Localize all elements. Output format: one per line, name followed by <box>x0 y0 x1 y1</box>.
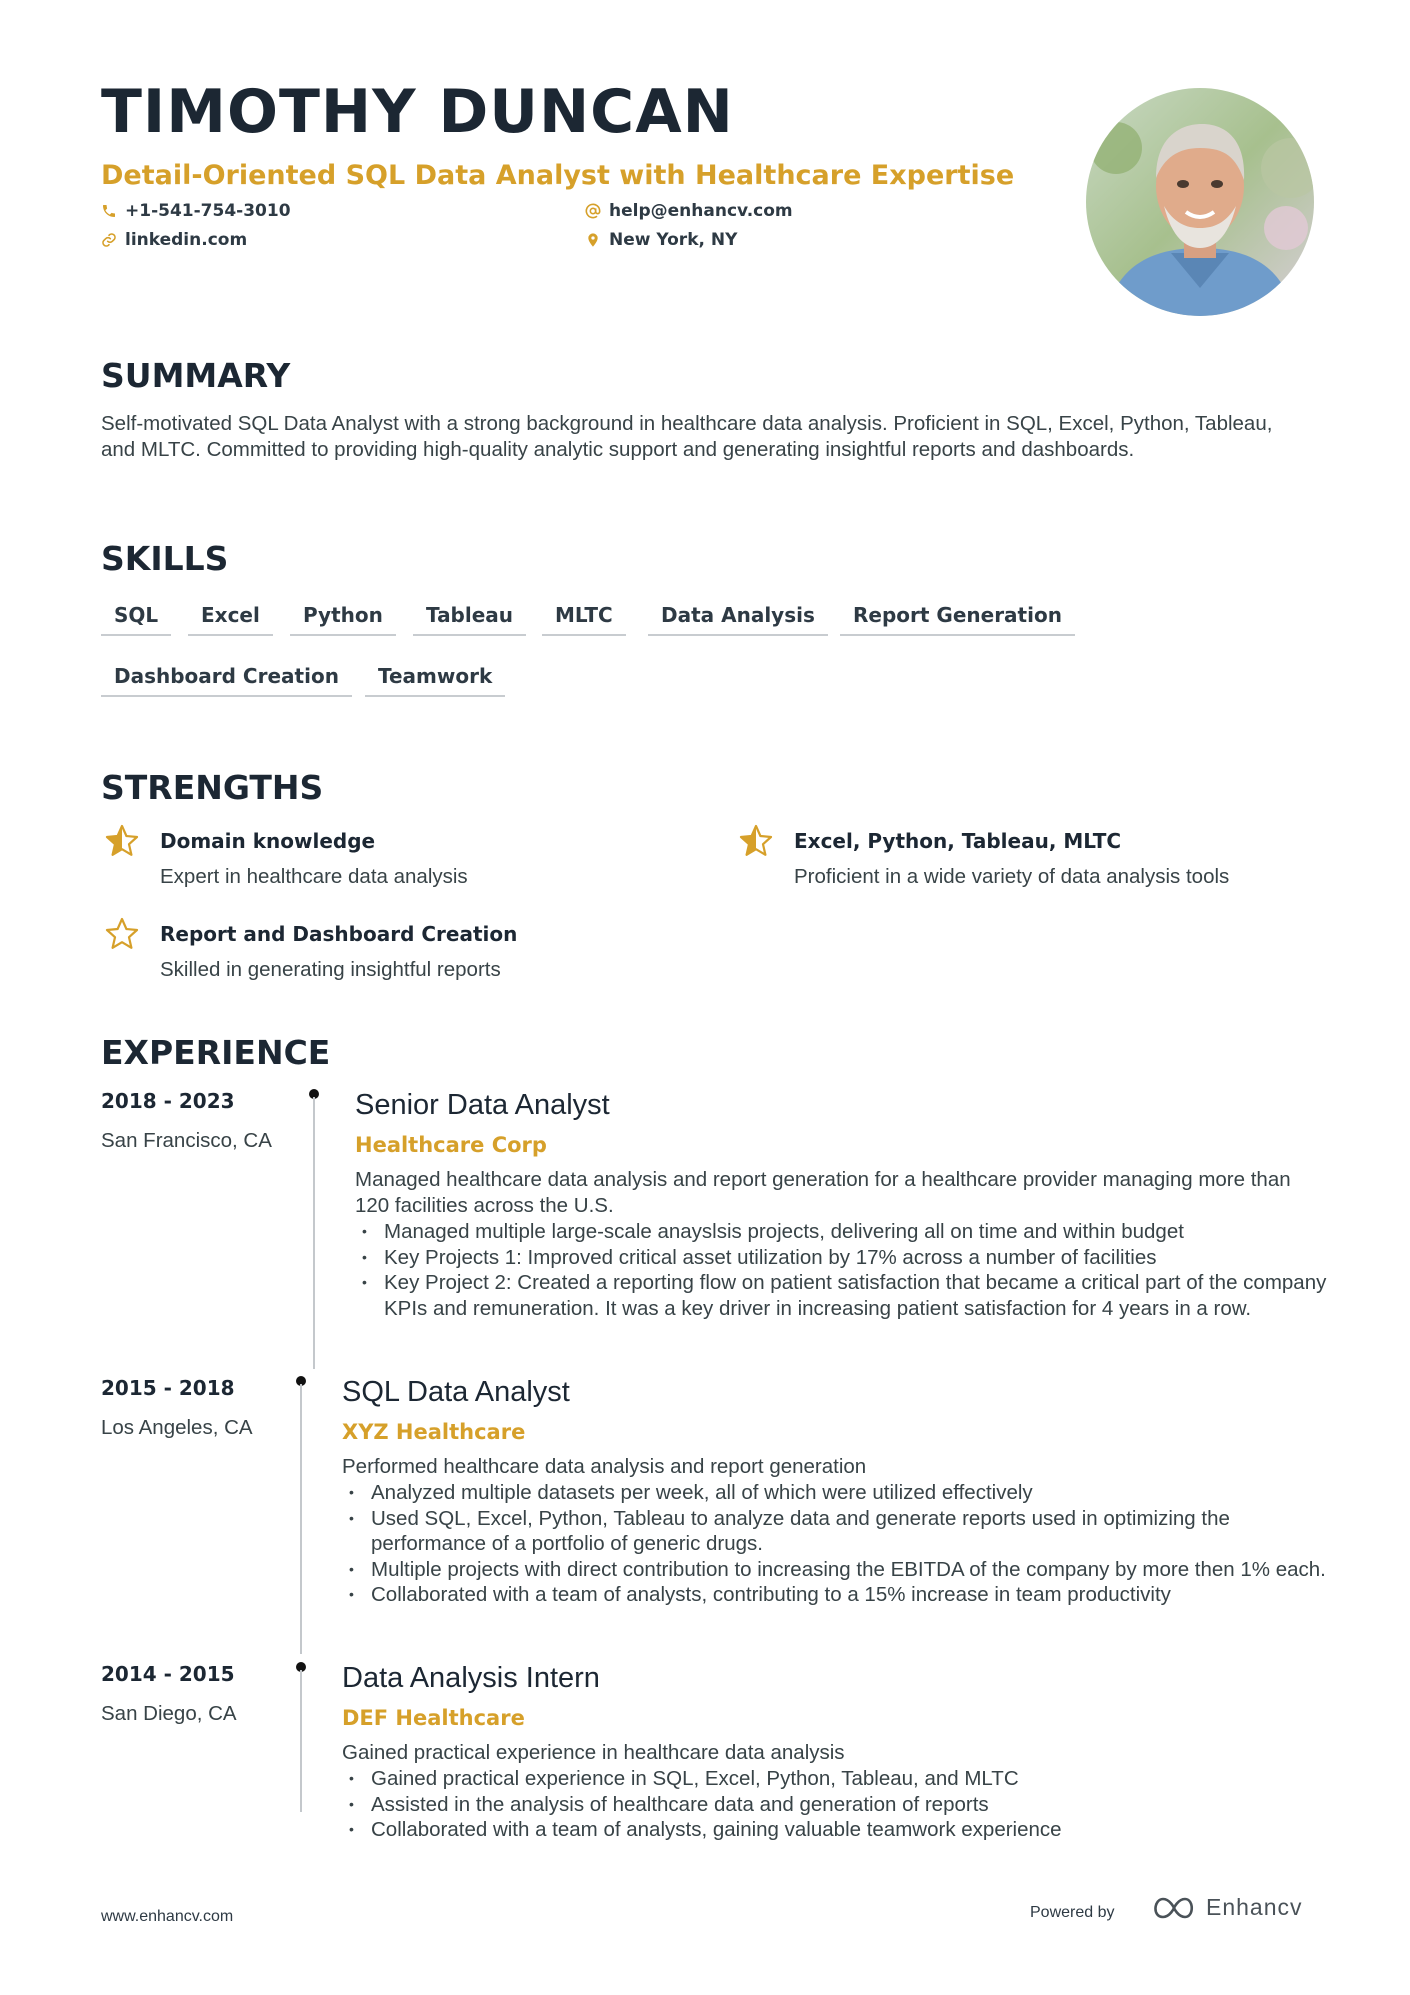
infinity-logo-icon <box>1150 1895 1198 1921</box>
timeline-line <box>300 1670 302 1812</box>
timeline-line <box>300 1384 302 1654</box>
company-name: XYZ Healthcare <box>342 1420 526 1444</box>
company-name: Healthcare Corp <box>355 1133 547 1157</box>
job-title: Data Analysis Intern <box>342 1662 600 1694</box>
job-bullets <box>342 1480 1342 1608</box>
summary-text: Self-motivated SQL Data Analyst with a strong background in healthcare data analysis. Proficient in SQL, Excel, Python, Tableau, and MLTC. Committed to providing high-quality analytic support and generating insightful reports and dashboards. <box>101 412 1273 461</box>
candidate-name: TIMOTHY DUNCAN <box>101 77 734 147</box>
job-description: Managed healthcare data analysis and report generation for a healthcare provider managing more than 120 facilities across the U.S. <box>355 1168 1291 1217</box>
job-description: Gained practical experience in healthcare data analysis <box>342 1741 845 1764</box>
contact-linkedin[interactable] <box>101 230 247 250</box>
powered-by-label: Powered by <box>1030 1904 1115 1921</box>
job-bullet: • Collaborated with a team of analysts, gaining valuable teamwork experience <box>342 1817 1342 1843</box>
skill-tag: Python <box>290 598 396 636</box>
at-sign-icon <box>585 203 601 219</box>
contact-phone[interactable] <box>101 201 291 221</box>
timeline-line <box>313 1097 315 1369</box>
star-outline-icon <box>104 916 140 952</box>
star-half-icon <box>738 823 774 859</box>
job-bullet: • Key Project 2: Created a reporting flow on patient satisfaction that became a critical part of the company KPIs and remuneration. It was a key driver in increasing patient satisfaction for 4 years in a row. <box>355 1270 1355 1321</box>
job-bullet: • Key Projects 1: Improved critical asset utilization by 17% across a number of facilities <box>355 1245 1355 1271</box>
contact-email[interactable] <box>585 201 793 221</box>
skill-tag: Tableau <box>413 598 526 636</box>
star-half-icon <box>104 823 140 859</box>
job-location: Los Angeles, CA <box>101 1416 253 1439</box>
candidate-headline: Detail-Oriented SQL Data Analyst with Healthcare Expertise <box>101 160 1015 191</box>
company-name: DEF Healthcare <box>342 1706 525 1730</box>
experience-item <box>101 1089 1327 1369</box>
job-description: Performed healthcare data analysis and report generation <box>342 1455 867 1478</box>
phone-text: +1-541-754-3010 <box>125 201 291 221</box>
job-bullet: • Collaborated with a team of analysts, contributing to a 15% increase in team productivity <box>342 1582 1342 1608</box>
brand-name: Enhancv <box>1206 1894 1303 1920</box>
link-icon <box>101 232 117 248</box>
skill-tag: MLTC <box>542 598 626 636</box>
contact-location <box>585 230 737 250</box>
strength-desc: Proficient in a wide variety of data analysis tools <box>794 865 1230 888</box>
location-text: New York, NY <box>609 230 738 250</box>
strength-title: Excel, Python, Tableau, MLTC <box>794 829 1122 853</box>
job-bullet: • Used SQL, Excel, Python, Tableau to analyze data and generate reports used in optimizing the performance of a portfolio of generic drugs. <box>342 1506 1342 1557</box>
job-bullet: • Managed multiple large-scale anayslsis projects, delivering all on time and within budget <box>355 1219 1355 1245</box>
strength-title: Domain knowledge <box>160 829 376 853</box>
job-period: 2018 - 2023 <box>101 1089 235 1113</box>
strength-desc: Skilled in generating insightful reports <box>160 958 501 981</box>
job-bullets <box>355 1219 1355 1321</box>
summary-title: SUMMARY <box>101 356 291 395</box>
job-period: 2014 - 2015 <box>101 1662 235 1686</box>
job-bullet: • Analyzed multiple datasets per week, all of which were utilized effectively <box>342 1480 1342 1506</box>
skill-tag: SQL <box>101 598 171 636</box>
job-location: San Diego, CA <box>101 1702 237 1725</box>
job-bullet: • Assisted in the analysis of healthcare data and generation of reports <box>342 1792 1342 1818</box>
job-bullet: • Gained practical experience in SQL, Excel, Python, Tableau, and MLTC <box>342 1766 1342 1792</box>
skill-tag: Excel <box>188 598 273 636</box>
skills-title: SKILLS <box>101 539 229 578</box>
job-bullets <box>342 1766 1342 1843</box>
skill-tag: Teamwork <box>365 659 505 697</box>
brand-logo[interactable] <box>1150 1894 1303 1921</box>
skill-tag: Data Analysis <box>648 598 828 636</box>
job-bullet: • Multiple projects with direct contribution to increasing the EBITDA of the company by more then 1% each. <box>342 1557 1342 1583</box>
footer-url[interactable]: www.enhancv.com <box>101 1908 234 1925</box>
strengths-title: STRENGTHS <box>101 768 324 807</box>
experience-title: EXPERIENCE <box>101 1033 331 1072</box>
strength-desc: Expert in healthcare data analysis <box>160 865 468 888</box>
job-location: San Francisco, CA <box>101 1129 272 1152</box>
email-text: help@enhancv.com <box>609 201 793 221</box>
job-title: SQL Data Analyst <box>342 1376 570 1408</box>
linkedin-text: linkedin.com <box>125 230 248 250</box>
job-period: 2015 - 2018 <box>101 1376 235 1400</box>
profile-photo <box>1086 88 1314 316</box>
skill-tag: Report Generation <box>840 598 1075 636</box>
skill-tag: Dashboard Creation <box>101 659 352 697</box>
experience-item <box>101 1662 1321 1841</box>
experience-item <box>101 1376 1326 1654</box>
location-pin-icon <box>585 232 601 248</box>
phone-icon <box>101 203 117 219</box>
job-title: Senior Data Analyst <box>355 1089 610 1121</box>
strength-title: Report and Dashboard Creation <box>160 922 518 946</box>
